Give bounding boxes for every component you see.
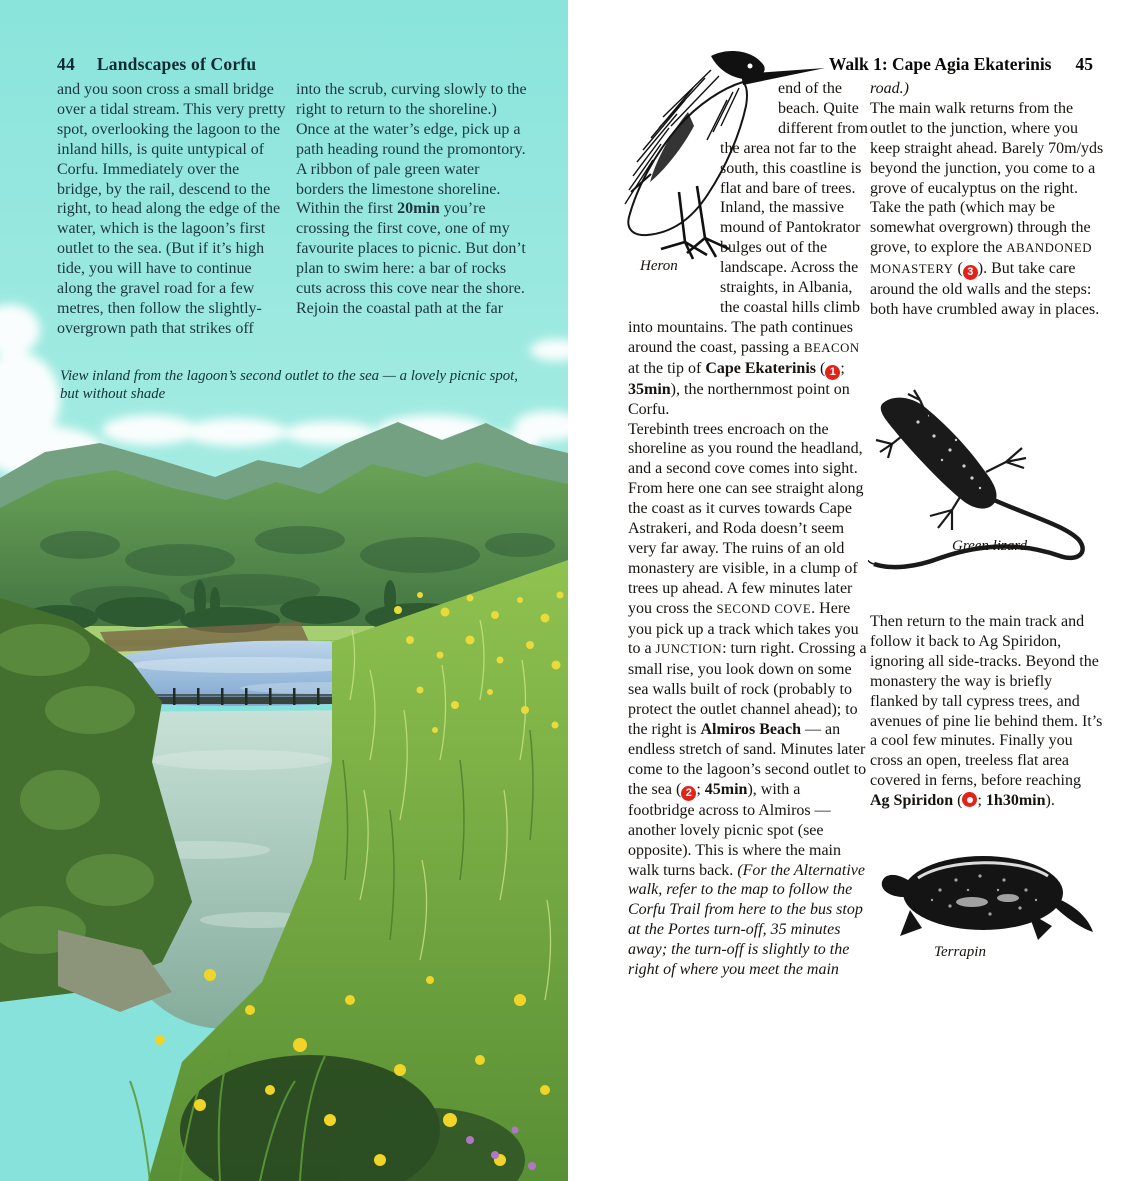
heron-wrap-spacer bbox=[628, 119, 720, 317]
terrapin-illustration bbox=[880, 850, 1096, 944]
left-page-number: 44 bbox=[57, 54, 75, 74]
heron-wrap-spacer bbox=[628, 79, 778, 119]
left-column-1 bbox=[57, 80, 287, 368]
paragraph: road.) bbox=[870, 80, 909, 97]
terrapin-shell bbox=[903, 856, 1063, 930]
left-page-title: Landscapes of Corfu bbox=[96, 54, 257, 74]
start-point-marker-icon bbox=[962, 792, 977, 807]
right-column-2-lower bbox=[870, 612, 1104, 844]
waypoint-1-marker-icon: 1 bbox=[825, 365, 840, 380]
right-page-number: 45 bbox=[1075, 54, 1093, 74]
paragraph: The main walk returns from the outlet to the junction, where you keep straight ahead. Barely 70m/yds beyond the junction, you come to a grove of eucalyptus on the right. Take the path (which may be somewhat overgrown) through the grove, to explore the ABANDONED MONASTERY ( 3 ). But take care around the old walls and the steps: both have crumbled away in places. bbox=[870, 99, 1104, 319]
lizard-tail bbox=[874, 500, 1083, 567]
paragraph: and you soon cross a small bridge over a tidal stream. This very pretty spot, overlooking the lagoon to the inland hills, is quite untypical of Corfu. Immediately over the bridge, by the rail, descend to the right, to head along the edge of the water, which is the lagoon’s first outlet to the sea. (But if it’s high tide, you will have to continue along the gravel road for a few metres, then follow the slightly-overgrown path that strikes off bbox=[57, 81, 286, 337]
right-column-2-upper bbox=[870, 79, 1104, 375]
waypoint-3-marker-icon: 3 bbox=[963, 265, 978, 280]
paragraph: Once at the water’s edge, pick up a path heading round the promontory. A ribbon of pale green water borders the limestone shoreline. Within the first 20min you’re crossing the first cove, one of my favourite places to picnic. But don’t plan to swim here: a bar of rocks cuts across this cove near the shore. Rejoin the coastal path at the far bbox=[296, 120, 526, 317]
heron-caption: Heron bbox=[640, 258, 678, 274]
paragraph: end of the beach. Quite different from the area not far to the south, this coastline is flat and bare of trees. Inland, the massive mound of Pantokrator bulges out of the landscape. Across the straights, in Albania, the coastal hills climb into mountains. The path continues around the coast, passing a BEACON at the tip of Cape Ekaterinis ( 1 ; 35min), the northernmost point on Corfu. bbox=[628, 80, 868, 418]
right-column-1 bbox=[628, 79, 870, 1089]
left-page-header bbox=[57, 54, 256, 75]
right-page bbox=[568, 0, 1129, 1181]
green-lizard-caption: Green lizard bbox=[952, 538, 1028, 554]
paragraph: Then return to the main track and follow it back to Ag Spiridon, ignoring all side-tracks. Beyond the monastery the way is briefly flanked by tall cypress trees, and avenues of pine lie behind them. It’s a cool few minutes. Finally you cross an open, treeless flat area covered in ferns, before reaching Ag Spiridon ( ; 1h30min). bbox=[870, 613, 1103, 810]
photo-caption: View inland from the lagoon’s second outlet to the sea — a lovely picnic spot, but without shade bbox=[60, 368, 518, 402]
terrapin-caption: Terrapin bbox=[934, 944, 986, 960]
right-page-title: Walk 1: Cape Agia Ekaterinis bbox=[828, 54, 1052, 74]
waypoint-2-marker-icon: 2 bbox=[681, 786, 696, 801]
paragraph: into the scrub, curving slowly to the right to return to the shoreline.) bbox=[296, 81, 527, 118]
left-column-2 bbox=[296, 80, 528, 368]
paragraph: Terebinth trees encroach on the shoreline as you round the headland, and a second cove comes into sight. From here one can see straight along the coast as it curves towards Cape Astrakeri, and Roda doesn’t seem very far away. The ruins of an old monastery are visible, in a clump of trees up ahead. A few minutes later you cross the SECOND COVE. Here you pick up a track which takes you to a JUNCTION: turn right. Crossing a small rise, you look down on some sea walls built of rock (probably to protect the outlet channel ahead); to the right is Almiros Beach — an endless stretch of sand. Minutes later come to the lagoon’s second outlet to the sea ( 2 ; 45min), with a footbridge across to Almiros — another lovely picnic spot (see opposite). This is where the main walk turns back. (For the Alternative walk, refer to the map to follow the Corfu Trail from here to the bus stop at the Portes turn-off, 35 minutes away; the turn-off is slightly to the right of where you meet the main bbox=[628, 420, 867, 979]
